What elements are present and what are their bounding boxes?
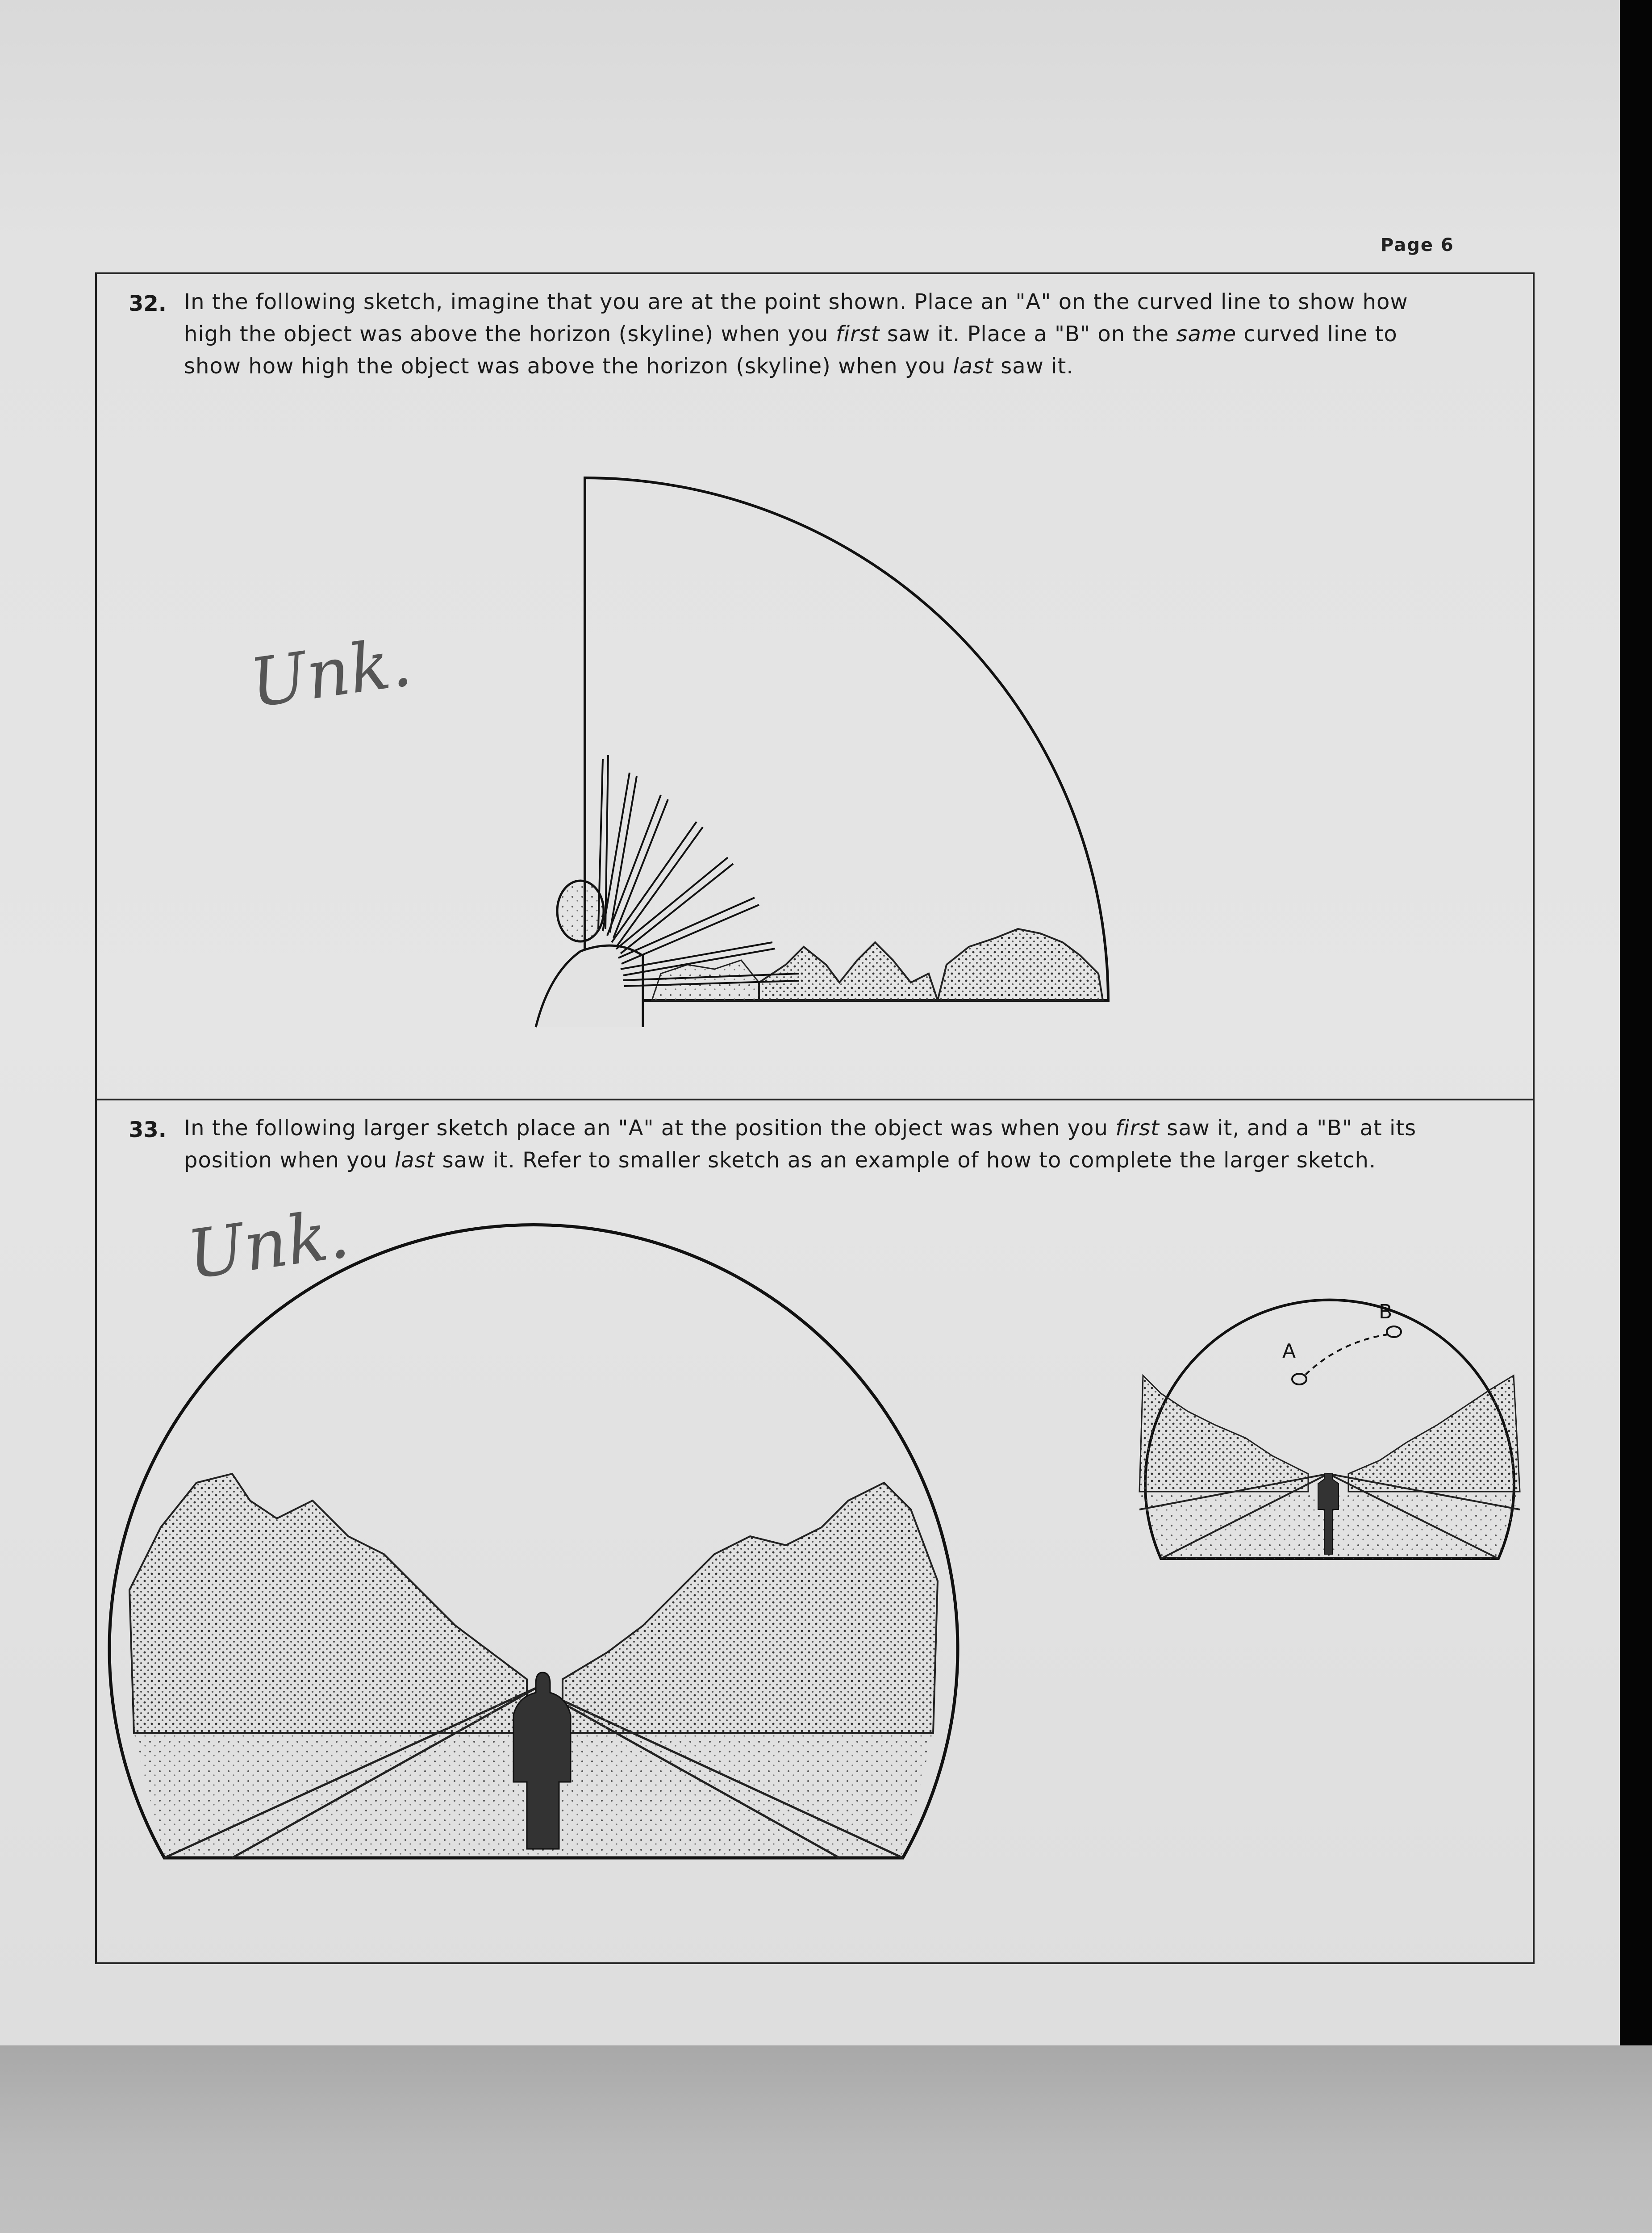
q33-handwritten-answer: Unk. [183,1195,354,1295]
q33-number: 33. [129,1117,167,1142]
q33-large-street-sketch [109,1225,958,1858]
q32-line-1: In the following sketch, imagine that you are at the point shown. Place an "A" on the curved line to show how [184,289,1408,314]
q33-example-sketch [1139,1300,1520,1559]
q32-number: 32. [129,291,167,316]
q32-line-2: high the object was above the horizon (skyline) when you first saw it. Place a "B" on the same curved line to [184,322,1398,347]
q32-line-3: show how high the object was above the horizon (skyline) when you last saw it. [184,354,1074,379]
q33-line-2: position when you last saw it. Refer to smaller sketch as an example of how to complete the larger sketch. [184,1148,1377,1173]
example-label-b: B [1379,1300,1393,1323]
example-label-a: A [1282,1340,1296,1363]
q32-handwritten-answer: Unk. [245,623,416,723]
q32-sky-quadrant-sketch [536,478,1108,1027]
page-number: Page 6 [1381,235,1454,255]
q33-line-1: In the following larger sketch place an "A" at the position the object was when you first saw it, and a "B" at its [184,1116,1417,1141]
